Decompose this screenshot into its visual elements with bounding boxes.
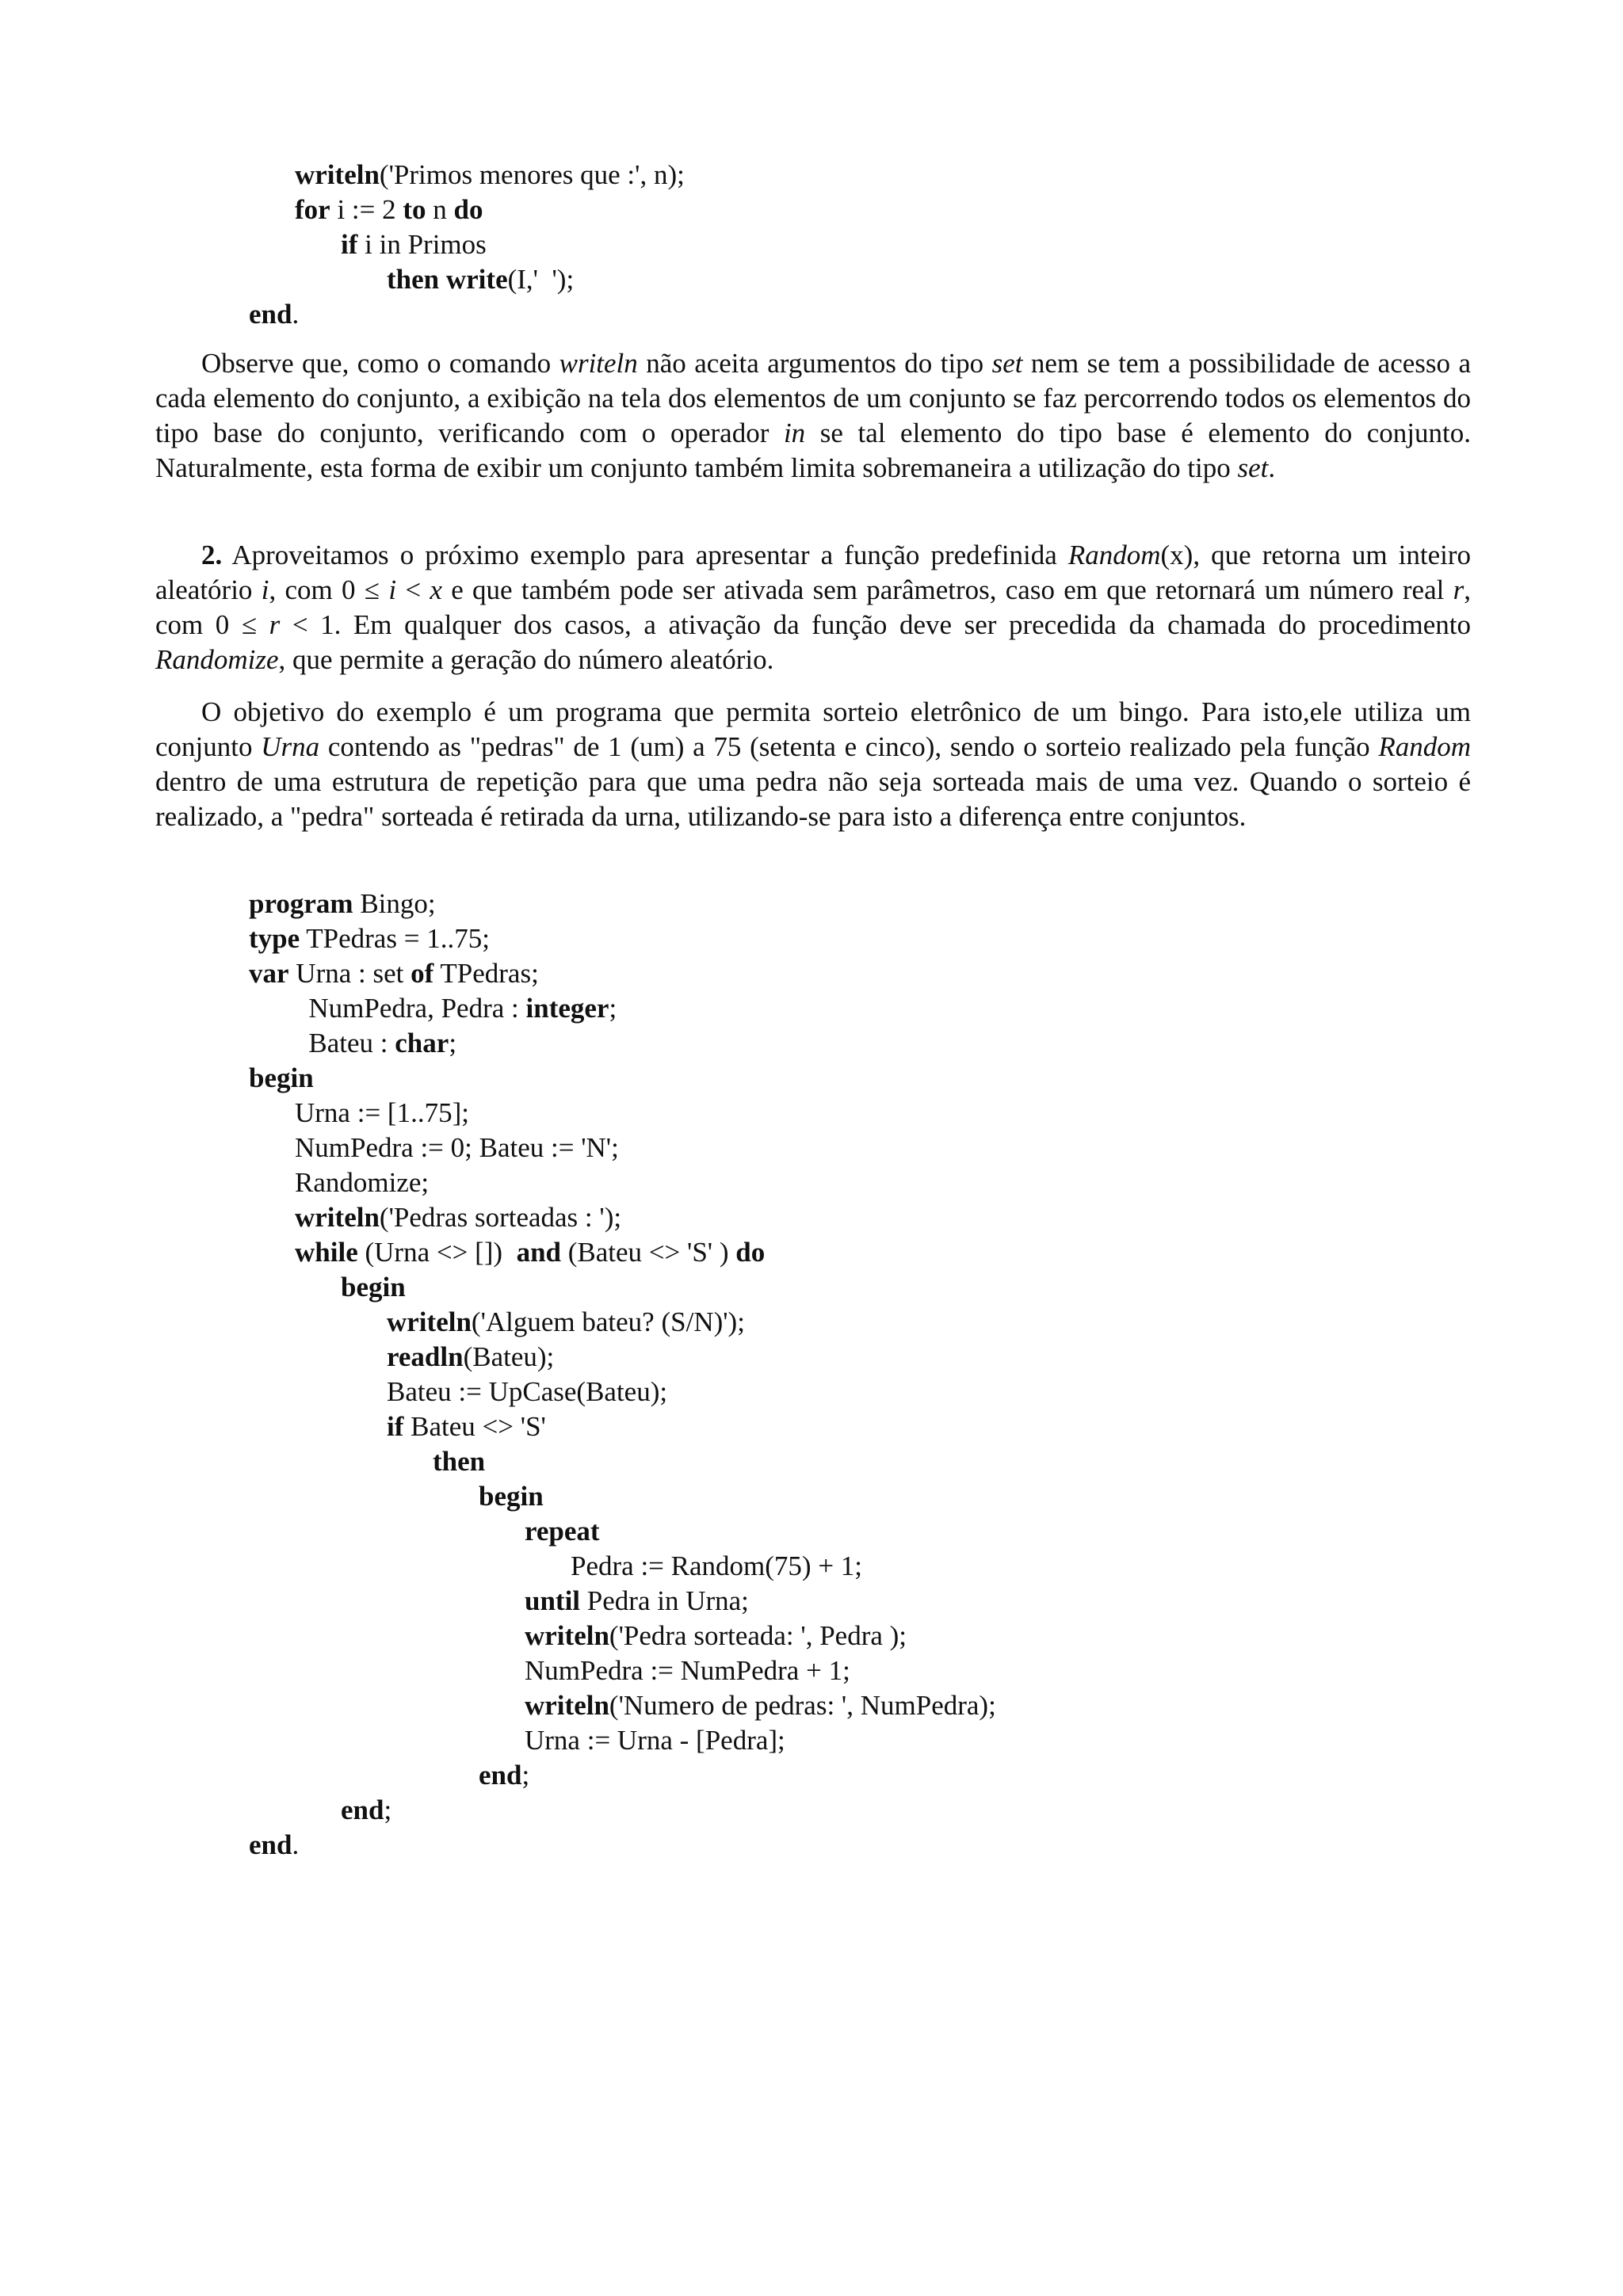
bold-text: writeln <box>525 1620 609 1651</box>
code-line <box>249 1131 996 1165</box>
bold-text: begin <box>479 1481 544 1512</box>
bold-text: end <box>479 1760 522 1791</box>
italic-text: Random <box>1378 731 1472 762</box>
bold-text: while <box>295 1237 358 1268</box>
text-run: , com 0 ≤ <box>269 574 389 605</box>
text-run: dentro de uma estrutura de repetição para que uma pedra não seja sorteada mais de uma vez. Quando o sorteio é realizado, a "pedra" sorteada é retirada da urna, utilizando-se para isto a diferença entre conjuntos. <box>155 766 1471 832</box>
bold-text: then <box>433 1446 486 1477</box>
code-line <box>249 1758 996 1793</box>
text-run: < <box>396 574 430 605</box>
bold-text: repeat <box>525 1516 600 1547</box>
code-block-bingo <box>249 887 996 1863</box>
text-run: NumPedra, Pedra : <box>308 993 526 1024</box>
bold-text: end <box>249 299 292 330</box>
text-run: TPedras; <box>433 958 539 989</box>
text-run: Urna : set <box>288 958 411 989</box>
italic-text: Randomize <box>155 644 279 675</box>
code-line <box>249 1375 996 1409</box>
bold-text: writeln <box>295 159 380 190</box>
bold-text: begin <box>249 1062 314 1093</box>
code-line <box>249 1549 996 1584</box>
text-run: . <box>292 299 300 330</box>
bold-text: char <box>395 1028 449 1058</box>
text-run: (Bateu <> 'S' ) <box>561 1237 736 1268</box>
text-run: e que também pode ser ativada sem parâmetros, caso em que retornará um número real <box>441 574 1453 605</box>
text-run: ('Primos menores que :', n); <box>379 159 685 190</box>
text-run: Urna := Urna - [Pedra]; <box>525 1725 785 1756</box>
bold-text: readln <box>387 1341 464 1372</box>
text-run: NumPedra := 0; Bateu := 'N'; <box>295 1132 619 1163</box>
bold-text: if <box>387 1411 404 1442</box>
code-line <box>249 193 685 227</box>
bold-text: of <box>411 958 434 989</box>
code-line <box>249 1409 996 1444</box>
code-line <box>249 1828 996 1863</box>
bold-text: end <box>341 1794 384 1825</box>
text-run: Bateu : <box>308 1028 395 1058</box>
bold-text: writeln <box>525 1690 609 1721</box>
paragraph-random <box>155 538 1471 677</box>
text-run: < 1. Em qualquer dos casos, a ativação da função deve ser precedida da chamada do procedimento <box>280 609 1471 640</box>
italic-text: i <box>261 574 269 605</box>
text-run: , com 0 ≤ <box>155 574 1471 640</box>
code-line <box>249 1479 996 1514</box>
italic-text: r <box>269 609 281 640</box>
text-run: Bingo; <box>353 888 436 919</box>
text-run: . <box>1268 452 1276 483</box>
text-run: Randomize; <box>295 1167 430 1198</box>
text-run: (Urna <> []) <box>357 1237 517 1268</box>
text-run: se tal elemento do tipo base é elemento do conjunto. Naturalmente, esta forma de exibir um conjunto também limita sobremaneira a utilização do tipo <box>155 418 1471 483</box>
code-line <box>249 227 685 262</box>
bold-text: end <box>249 1829 292 1860</box>
italic-text: in <box>783 418 806 448</box>
bold-text: and <box>516 1237 561 1268</box>
text-run: ('Pedras sorteadas : '); <box>379 1202 622 1233</box>
text-run: NumPedra := NumPedra + 1; <box>525 1655 850 1686</box>
bold-text: 2. <box>201 540 223 570</box>
code-line <box>249 1723 996 1758</box>
bold-text: program <box>249 888 353 919</box>
code-line <box>249 921 996 956</box>
text-run: ('Alguem bateu? (S/N)'); <box>471 1306 745 1337</box>
code-line <box>249 956 996 991</box>
text-run: Pedra := Random(75) + 1; <box>571 1550 863 1581</box>
code-line <box>249 1514 996 1549</box>
bold-text: until <box>525 1585 581 1616</box>
code-line <box>249 1619 996 1653</box>
text-run: i in Primos <box>357 229 487 260</box>
bold-text: if <box>341 229 358 260</box>
italic-text: set <box>1237 452 1269 483</box>
text-run: contendo as "pedras" de 1 (um) a 75 (setenta e cinco), sendo o sorteio realizado pela função <box>319 731 1379 762</box>
text-run: Pedra in Urna; <box>580 1585 749 1616</box>
text-run: ; <box>449 1028 457 1058</box>
italic-text: i <box>388 574 397 605</box>
text-run: ; <box>609 993 617 1024</box>
text-run: . <box>292 1829 300 1860</box>
code-line <box>249 1270 996 1305</box>
italic-text: set <box>991 348 1023 379</box>
text-run: n <box>426 194 454 225</box>
code-line <box>249 1444 996 1479</box>
text-run: , que permite a geração do número aleatório. <box>278 644 774 675</box>
code-line <box>249 262 685 297</box>
code-line <box>249 1793 996 1828</box>
bold-text: to <box>403 194 426 225</box>
code-line <box>249 887 996 921</box>
bold-text: for <box>295 194 330 225</box>
text-run: ; <box>384 1794 392 1825</box>
text-run: (I,' '); <box>507 264 575 295</box>
code-line <box>249 1584 996 1619</box>
bold-text: type <box>249 923 300 954</box>
code-line <box>249 1235 996 1270</box>
bold-text: writeln <box>295 1202 380 1233</box>
italic-text: Random <box>1067 540 1161 570</box>
code-block-primos <box>249 158 685 332</box>
bold-text: integer <box>525 993 609 1024</box>
code-line <box>249 1200 996 1235</box>
code-line <box>249 991 996 1026</box>
bold-text: do <box>735 1237 766 1268</box>
text-run: Bateu <> 'S' <box>403 1411 546 1442</box>
bold-text: var <box>249 958 289 989</box>
code-line <box>249 1165 996 1200</box>
text-run: Observe que, como o comando <box>201 348 559 379</box>
code-line <box>249 297 685 332</box>
code-line <box>249 1340 996 1375</box>
bold-text: writeln <box>387 1306 472 1337</box>
text-run: não aceita argumentos do tipo <box>637 348 992 379</box>
italic-text: r <box>1453 574 1465 605</box>
text-run: Urna := [1..75]; <box>295 1097 469 1128</box>
paragraph-observe <box>155 346 1471 486</box>
code-line <box>249 1096 996 1131</box>
bold-text: do <box>453 194 483 225</box>
italic-text: x <box>430 574 442 605</box>
code-line <box>249 1026 996 1061</box>
text-run: Aproveitamos o próximo exemplo para apresentar a função predefinida <box>222 540 1068 570</box>
text-run: Bateu := UpCase(Bateu); <box>387 1376 668 1407</box>
code-line <box>249 1653 996 1688</box>
italic-text: writeln <box>559 348 638 379</box>
text-run: ('Numero de pedras: ', NumPedra); <box>609 1690 996 1721</box>
text-run: (x), que retorna um inteiro aleatório <box>155 540 1471 605</box>
text-run: nem se tem a possibilidade de acesso a cada elemento do conjunto, a exibição na tela dos elementos de um conjunto se faz percorrendo todos os elementos do tipo base do conjunto, verificando com o operador <box>155 348 1471 448</box>
text-run: TPedras = 1..75; <box>300 923 490 954</box>
text-run: ('Pedra sorteada: ', Pedra ); <box>609 1620 907 1651</box>
text-run: O objetivo do exemplo é um programa que permita sorteio eletrônico de um bingo. Para isto,ele utiliza um conjunto <box>155 696 1471 762</box>
code-line <box>249 1061 996 1096</box>
code-line <box>249 1688 996 1723</box>
bold-text: write <box>445 264 508 295</box>
text-run: (Bateu); <box>463 1341 555 1372</box>
bold-text: begin <box>341 1272 406 1302</box>
paragraph-bingo <box>155 695 1471 834</box>
code-line <box>249 1305 996 1340</box>
bold-text: then <box>387 264 440 295</box>
text-run <box>439 264 446 295</box>
text-run: ; <box>521 1760 530 1791</box>
code-line <box>249 158 685 193</box>
text-run: i := 2 <box>330 194 403 225</box>
italic-text: Urna <box>261 731 320 762</box>
